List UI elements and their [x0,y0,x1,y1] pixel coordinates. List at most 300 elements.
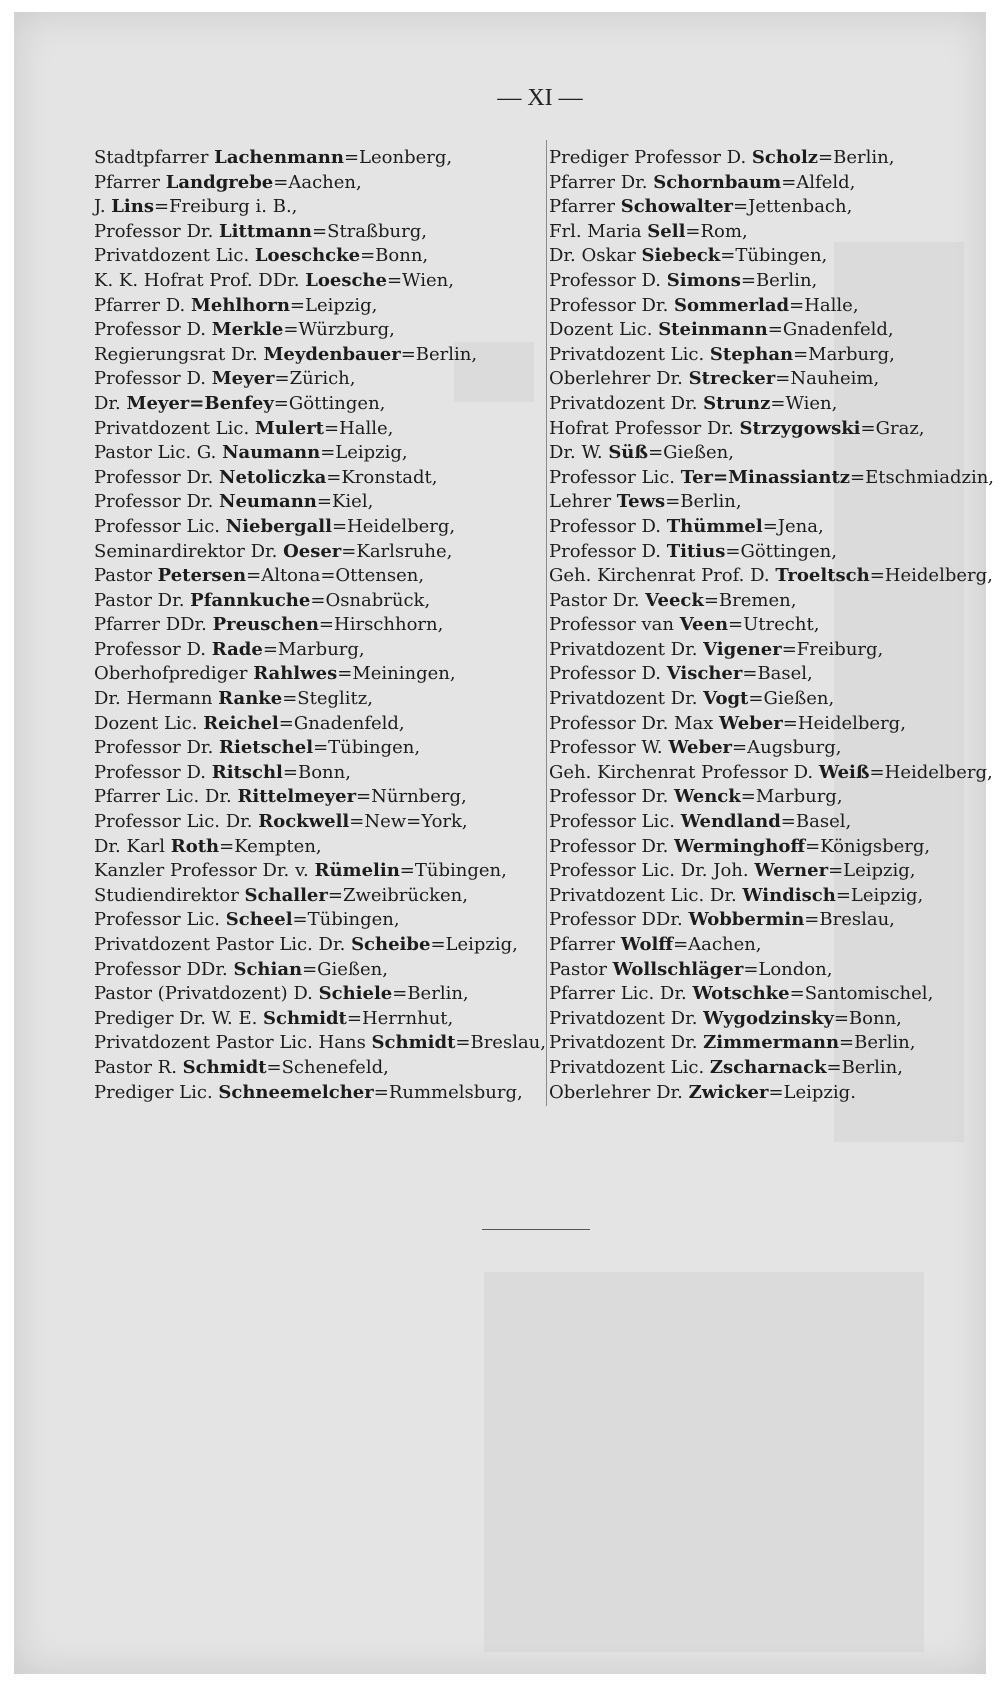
member-name: Strecker [688,368,776,390]
list-item [94,761,546,786]
list-item [94,564,546,589]
member-name: Schowalter [620,196,734,218]
member-name: Rittelmeyer [237,786,357,808]
list-item [549,269,994,294]
member-title: Regierungsrat Dr. [94,343,264,365]
member-location: =Basel, [780,811,852,833]
list-item [94,687,546,712]
member-title: Pastor [94,565,158,587]
member-title: Professor Lic. [94,909,226,931]
member-title: Pastor Lic. G. [94,442,223,464]
member-location: =Tübingen, [313,737,421,759]
member-location: =Berlin, [740,269,818,291]
member-location: =Straßburg, [312,220,428,242]
list-item [549,638,994,663]
member-title: Pastor Dr. [549,589,646,611]
member-location: =Jettenbach, [733,196,853,218]
member-location: =Tübingen, [292,909,400,931]
list-item [94,736,546,761]
member-name: Steinmann [658,319,768,341]
member-name: Zimmermann [703,1032,840,1054]
member-location: =Würzburg, [283,319,395,341]
member-title: Privatdozent Lic. [549,1056,710,1078]
list-item [549,490,994,515]
list-item [94,244,546,269]
list-item [94,908,546,933]
member-location: =Tübingen, [399,860,507,882]
list-item [94,613,546,638]
member-name: Naumann [222,442,321,464]
member-title: Dr. Hermann [94,688,219,710]
column-divider [546,140,547,1106]
member-title: Professor D. [549,663,667,685]
member-name: Titius [666,540,726,562]
member-name: Wenck [674,786,741,808]
member-title: Pastor R. [94,1056,183,1078]
member-name: Troeltsch [775,565,870,587]
member-title: Oberlehrer Dr. [549,368,689,390]
member-location: =Leipzig, [320,442,408,464]
member-title: Privatdozent Lic. [549,343,710,365]
member-location: =Halle, [789,294,859,316]
list-item [94,195,546,220]
member-location: =Halle, [324,417,394,439]
list-item [549,171,994,196]
member-name: Landgrebe [165,171,274,193]
member-name: Scheibe [351,934,431,955]
member-location: =Leonberg, [343,147,453,168]
member-location: =Berlin, [826,1056,903,1078]
member-title: Professor Lic. [549,466,681,488]
member-title: Pfarrer DDr. [94,614,213,636]
member-title: Seminardirektor Dr. [94,540,284,562]
list-item [94,294,546,319]
member-name: Littmann [219,220,313,242]
member-location: =Leipzig, [828,860,916,882]
list-item [549,810,994,835]
member-title: Professor W. [549,737,669,759]
member-location: =London, [743,958,833,980]
list-item [549,244,994,269]
member-title: Dr. [94,392,127,414]
list-item [94,835,546,860]
member-title: Professor Dr. [549,294,675,316]
list-item [549,835,994,860]
member-title: Dozent Lic. [94,712,204,734]
page-number: — XI — [497,85,583,111]
member-name: Lachenmann [214,147,344,168]
member-location: =Berlin, [839,1032,916,1054]
member-location: =Altona=Ottensen, [246,565,425,587]
list-item [549,1081,994,1106]
member-name: Zwicker [688,1081,769,1103]
member-name: Veeck [645,589,704,611]
member-location: =Zweibrücken, [327,884,468,906]
member-location: =Berlin, [818,147,895,168]
member-location: =Jena, [762,515,824,537]
member-title: Pfarrer [94,171,166,193]
list-item [549,687,994,712]
member-name: Thümmel [666,515,763,537]
list-item [94,540,546,565]
member-name: Niebergall [225,515,332,537]
member-name: Preuschen [212,614,319,636]
member-location: =Meiningen, [337,663,456,685]
list-item [549,417,994,442]
list-item [549,712,994,737]
list-item [549,466,994,491]
member-title: Professor Lic. Dr. Joh. [549,860,755,882]
member-location: =Marburg, [793,343,895,365]
member-name: Zscharnack [709,1056,827,1078]
member-location: =Heidelberg, [869,761,993,783]
member-name: Werner [754,860,829,882]
member-name: Netoliczka [219,466,327,488]
member-title: Professor van [549,614,680,636]
list-item [549,613,994,638]
member-title: Pfarrer D. [94,294,191,316]
member-name: Rietschel [219,737,314,759]
member-name: Schiele [318,983,393,1005]
list-item [94,146,546,171]
member-name: Wotschke [692,983,790,1005]
member-name: Petersen [157,565,247,587]
member-location: =Gnadenfeld, [767,319,894,341]
member-title: Professor DDr. [549,909,689,931]
member-name: Veen [679,614,729,636]
member-location: =Freiburg, [781,638,884,660]
member-title: Dr. W. [549,442,609,464]
member-title: Dozent Lic. [549,319,659,341]
member-name: Wobbermin [688,909,805,931]
member-name: Tews [616,491,666,513]
member-location: =Leipzig, [430,934,518,955]
member-name: Meyer [211,368,275,390]
member-name: Mehlhorn [190,294,290,316]
member-name: Wendland [680,811,781,833]
member-title: J. [94,196,112,218]
member-name: Weiß [818,761,870,783]
member-title: Professor Dr. [94,737,220,759]
list-item [94,171,546,196]
member-title: Pastor (Privatdozent) D. [94,983,319,1005]
member-title: Privatdozent Dr. [549,688,704,710]
member-name: Pfannkuche [190,589,311,611]
member-location: =Etschmiadzin, [850,466,995,488]
member-title: Privatdozent Dr. [549,392,704,414]
member-title: Professor Lic. Dr. [94,811,259,833]
list-item [549,146,994,171]
member-location: =Aachen, [273,171,362,193]
member-location: =Göttingen, [273,392,386,414]
member-location: =Leipzig, [289,294,378,316]
member-location: =Königsberg, [805,835,931,857]
member-name: Loesche [305,269,387,291]
member-title: Stadtpfarrer [94,147,215,168]
scanned-page [14,12,995,1674]
member-title: Pfarrer Lic. Dr. [94,786,238,808]
member-title: Kanzler Professor Dr. v. [94,860,315,882]
end-rule [482,1229,590,1230]
list-item [549,1056,994,1081]
member-title: Oberhofprediger [94,663,254,685]
member-title: Professor D. [549,269,667,291]
member-title: Professor D. [94,319,212,341]
list-item [549,662,994,687]
member-name: Schian [233,958,303,980]
member-title: Privatdozent Lic. [94,417,255,439]
list-item [94,392,546,417]
member-name: Ter=Minassiantz [680,466,851,488]
member-name: Wygodzinsky [703,1007,834,1029]
list-item [549,294,994,319]
list-item [94,810,546,835]
list-item [549,859,994,884]
member-location: =Berlin, [665,491,742,513]
member-name: Merkle [211,319,284,341]
member-location: =Aachen, [673,934,762,955]
member-location: =Leipzig, [835,884,924,906]
member-title: Prediger Professor D. [549,147,752,168]
member-location: =Utrecht, [728,614,820,636]
member-title: Professor Dr. [94,220,220,242]
member-location: =Nauheim, [775,368,880,390]
member-title: Privatdozent Dr. [549,1007,704,1029]
member-location: =New=York, [349,811,468,833]
list-item [549,540,994,565]
member-location: =Hirschhorn, [318,614,444,636]
list-item [549,195,994,220]
member-location: =Breslau, [804,909,895,931]
list-item [549,958,994,983]
member-title: Privatdozent Lic. Dr. [549,884,743,906]
list-item [94,859,546,884]
member-location: =Bonn, [282,761,351,783]
member-location: =Berlin, [392,983,469,1005]
list-item [549,1007,994,1032]
member-name: Vischer [666,663,743,685]
member-title: Pfarrer [549,196,621,218]
list-item [94,1056,546,1081]
member-location: =Marburg, [740,786,843,808]
list-item [549,564,994,589]
list-item [549,318,994,343]
member-location: =Tübingen, [720,245,828,267]
member-title: Privatdozent Pastor Lic. Hans [94,1032,372,1054]
list-item [94,343,546,368]
member-title: Professor DDr. [94,958,234,980]
member-title: Geh. Kirchenrat Prof. D. [549,565,776,587]
list-item [549,908,994,933]
member-location: =Kiel, [316,491,374,513]
member-location: =Freiburg i. B., [153,196,298,218]
member-location: =Herrnhut, [346,1007,454,1029]
list-item [94,466,546,491]
list-item [94,982,546,1007]
list-item [94,490,546,515]
member-title: Prediger Lic. [94,1081,219,1103]
member-location: =Breslau, [455,1032,546,1054]
member-name: Schornbaum [653,171,782,193]
list-item [94,417,546,442]
member-location: =Steglitz, [282,688,373,710]
member-location: =Bonn, [833,1007,902,1029]
member-name: Sell [647,220,686,242]
list-item [94,958,546,983]
member-name: Meydenbauer [263,343,401,365]
member-name: Rockwell [258,811,350,833]
member-location: =Nürnberg, [356,786,467,808]
member-name: Schneemelcher [218,1081,374,1103]
member-location: =Rom, [685,220,748,242]
member-location: =Kronstadt, [326,466,438,488]
member-name: Scheel [225,909,293,931]
member-name: Windisch [742,884,836,906]
member-name: Wollschläger [612,958,744,980]
member-title: Pastor Dr. [94,589,191,611]
member-title: Dr. Karl [94,835,171,857]
member-title: Prediger Dr. W. E. [94,1007,264,1029]
member-name: Simons [666,269,741,291]
member-name: Schmidt [263,1007,347,1029]
member-location: =Wien, [770,392,838,414]
member-location: =Heidelberg, [782,712,906,734]
member-location: =Bremen, [703,589,797,611]
member-name: Vigener [703,638,782,660]
list-item [94,515,546,540]
member-name: Ranke [218,688,283,710]
member-title: Lehrer [549,491,617,513]
right-column [549,146,994,1105]
member-name: Meyer=Benfey [126,392,274,414]
member-location: =Wien, [386,269,454,291]
list-item [549,392,994,417]
member-name: Werminghoff [674,835,806,857]
list-item [94,638,546,663]
member-name: Reichel [203,712,279,734]
member-location: =Alfeld, [781,171,856,193]
member-name: Mulert [254,417,324,439]
member-name: Ritschl [211,761,283,783]
member-name: Stephan [709,343,794,365]
member-title: Professor D. [94,761,212,783]
member-name: Weber [719,712,783,734]
list-item [549,736,994,761]
list-item [94,589,546,614]
member-location: =Rummelsburg, [373,1081,523,1103]
list-item [549,515,994,540]
list-item [549,761,994,786]
member-name: Schmidt [371,1032,456,1054]
member-name: Rade [211,638,263,660]
list-item [94,662,546,687]
list-item [549,343,994,368]
member-location: =Karlsruhe, [341,540,453,562]
member-title: Professor D. [549,540,667,562]
show-through-block [484,1272,924,1652]
member-title: Professor D. [549,515,667,537]
member-name: Vogt [703,688,749,710]
member-name: Oeser [283,540,342,562]
member-name: Rahlwes [253,663,338,685]
member-location: =Zürich, [274,368,356,390]
member-name: Loeschcke [254,245,361,267]
member-location: =Osnabrück, [310,589,431,611]
member-title: Professor Lic. [549,811,681,833]
member-location: =Marburg, [262,638,365,660]
member-name: Neumann [219,491,317,513]
member-name: Schaller [244,884,328,906]
member-location: =Kempten, [219,835,322,857]
member-name: Rümelin [314,860,400,882]
member-location: =Gießen, [648,442,734,464]
list-item [94,318,546,343]
member-location: =Leipzig. [768,1081,856,1103]
member-title: Professor Lic. [94,515,226,537]
list-item [549,441,994,466]
list-item [549,884,994,909]
member-location: =Santomischel, [789,983,934,1005]
member-title: Pfarrer Lic. Dr. [549,983,693,1005]
list-item [94,884,546,909]
member-location: =Berlin, [400,343,478,365]
member-title: Pfarrer [549,934,621,955]
member-title: Frl. Maria [549,220,648,242]
member-title: Privatdozent Lic. [94,245,255,267]
list-item [94,1031,546,1056]
member-location: =Augsburg, [732,737,842,759]
member-location: =Heidelberg, [869,565,993,587]
list-item [549,589,994,614]
member-title: Professor D. [94,368,212,390]
member-location: =Graz, [860,417,925,439]
member-title: Geh. Kirchenrat Professor D. [549,761,819,783]
list-item [94,712,546,737]
list-item [94,367,546,392]
member-title: Pastor [549,958,613,980]
list-item [549,785,994,810]
list-item [94,1007,546,1032]
member-name: Strzygowski [739,417,861,439]
member-name: Schmidt [182,1056,267,1078]
list-item [94,441,546,466]
member-title: Privatdozent Dr. [549,1032,704,1054]
member-name: Weber [668,737,733,759]
member-title: Oberlehrer Dr. [549,1081,689,1103]
member-title: Professor Dr. [549,835,675,857]
member-location: =Gnadenfeld, [278,712,405,734]
member-title: Professor Dr. [94,491,220,513]
member-name: Süß [608,442,649,464]
member-location: =Heidelberg, [331,515,456,537]
list-item [549,367,994,392]
member-name: Roth [170,835,220,857]
list-item [94,1081,546,1106]
member-title: K. K. Hofrat Prof. DDr. [94,269,306,291]
member-title: Privatdozent Pastor Lic. Dr. [94,934,352,955]
member-location: =Schenefeld, [266,1056,389,1078]
list-item [94,269,546,294]
member-location: =Gießen, [748,688,835,710]
member-title: Dr. Oskar [549,245,642,267]
member-name: Lins [111,196,154,218]
list-item [94,933,546,958]
member-title: Professor Dr. [549,786,675,808]
list-item [549,982,994,1007]
list-item [94,785,546,810]
member-location: =Gießen, [302,958,388,980]
member-location: =Bonn, [360,245,429,267]
